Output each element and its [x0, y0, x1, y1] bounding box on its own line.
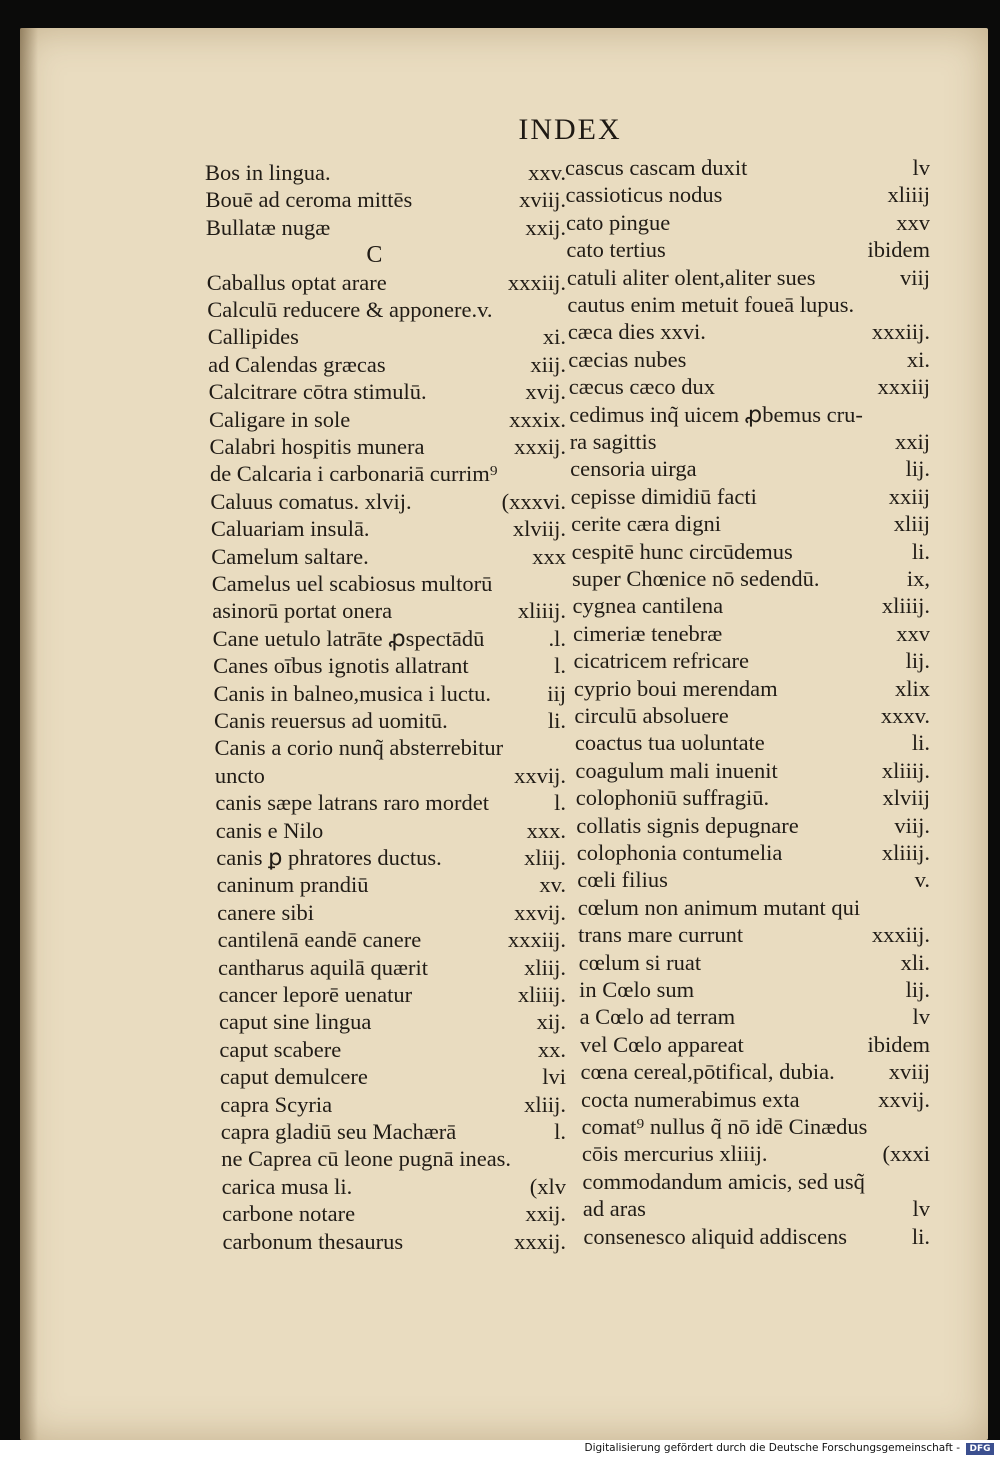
index-term: canere sibi	[217, 899, 314, 925]
index-entry	[215, 790, 566, 818]
index-entry	[205, 187, 566, 215]
index-page-ref: xxxij.	[514, 434, 566, 459]
index-entry	[583, 1196, 930, 1224]
index-page-ref: xliiij.	[517, 982, 566, 1007]
index-page-ref: (xxxi	[882, 1141, 930, 1167]
index-term: Caluus comatus. xlvij.	[210, 488, 412, 514]
index-entry	[573, 621, 930, 649]
index-page-ref: l.	[554, 1119, 566, 1144]
index-term: Camelus uel scabiosus multorū	[211, 571, 493, 596]
index-entry	[582, 1141, 930, 1169]
index-term: cœlum non animum mutant qui	[577, 894, 861, 920]
index-term: Calculū reducere & apponere.v.	[207, 297, 493, 322]
index-entry	[218, 927, 566, 955]
index-page-ref: xi.	[542, 324, 566, 350]
index-page-ref: li.	[911, 730, 930, 756]
index-entry	[210, 434, 567, 462]
index-term: coagulum mali inuenit	[575, 757, 778, 783]
index-term: canis sæpe latrans raro mordet	[215, 790, 490, 816]
index-term: Caballus optat arare	[206, 269, 387, 295]
index-entry	[209, 407, 566, 435]
index-page-ref: xxxiij.	[507, 269, 566, 295]
index-entry	[568, 319, 930, 347]
index-term: comat⁹ nullus q̃ nō idē Cinædus	[581, 1114, 868, 1139]
index-page-ref: xxxiij.	[871, 922, 930, 948]
index-term: C	[366, 242, 383, 269]
index-entry	[220, 1092, 566, 1120]
index-term: cascus cascam duxit	[565, 155, 748, 180]
index-term: cæcus cæco dux	[568, 374, 715, 400]
index-page-ref: xxvij.	[878, 1086, 930, 1112]
index-page-ref: xi.	[906, 346, 930, 372]
index-entry	[568, 347, 930, 375]
index-entry	[219, 982, 567, 1010]
index-term: Callipides	[207, 324, 299, 350]
index-term: consenesco aliquid addiscens	[583, 1223, 847, 1249]
index-page-ref: xliiij.	[881, 757, 930, 783]
index-page-ref: xxxv.	[880, 703, 930, 728]
index-page-ref: xxv	[896, 209, 930, 235]
index-page-ref: ibidem	[867, 237, 930, 263]
index-term: cicatricem refricare	[573, 648, 749, 674]
index-entry	[219, 1037, 566, 1065]
index-page-ref: xx.	[537, 1036, 566, 1062]
index-entry	[215, 763, 566, 791]
index-page-ref: (xxxvi.	[501, 488, 566, 514]
index-page-ref: xxx	[532, 543, 566, 569]
index-entry	[212, 571, 566, 599]
index-page-ref: li.	[911, 538, 930, 564]
index-entry	[576, 785, 930, 813]
index-term: Bouē ad ceroma mittēs	[205, 187, 413, 213]
index-term: cedimus inq̃ uicem ꝓbemus cru-	[569, 401, 863, 427]
index-entry	[576, 813, 930, 841]
index-term: in Cœlo sum	[579, 977, 695, 1002]
index-page-ref: viij	[899, 264, 930, 290]
index-entry	[566, 237, 930, 265]
footer-bar	[0, 1440, 1000, 1459]
index-page-ref: xli.	[900, 949, 930, 975]
index-entry	[581, 1114, 930, 1142]
index-term: cato pingue	[565, 209, 671, 235]
index-term: cato tertius	[566, 237, 666, 263]
index-entry	[579, 977, 930, 1005]
page-title: INDEX	[518, 113, 622, 146]
index-entry	[211, 544, 566, 572]
index-term: cancer leporē uenatur	[218, 982, 413, 1007]
index-term: Canis reuersus ad uomitū.	[214, 708, 448, 733]
index-entry	[206, 215, 566, 243]
index-page-ref: xxxiij.	[871, 319, 930, 345]
index-page-ref: (xlv	[529, 1173, 566, 1199]
index-term: Calabri hospitis munera	[209, 434, 425, 459]
index-entry	[217, 900, 566, 928]
index-page-ref: xliij.	[524, 1091, 566, 1117]
index-page-ref: iij	[547, 680, 566, 706]
index-entry	[566, 210, 930, 238]
index-term: colophonia contumelia	[576, 840, 783, 865]
index-entry	[221, 1119, 566, 1147]
index-term: Caluariam insulā.	[210, 516, 370, 542]
index-term: Bullatæ nugæ	[205, 214, 331, 240]
index-term: asinorū portat onera	[212, 598, 393, 624]
index-page-ref: xvij.	[525, 379, 566, 405]
index-page-ref: xxxiij.	[507, 927, 566, 953]
index-entry	[221, 1146, 566, 1174]
index-page-ref: xxiij	[888, 483, 930, 509]
index-page-ref: xxv.	[528, 160, 566, 185]
index-entry	[214, 735, 566, 763]
index-entry	[573, 648, 930, 676]
index-term: caput scabere	[219, 1036, 342, 1062]
index-entry	[572, 539, 930, 567]
index-entry	[223, 1229, 566, 1257]
index-term: Caligare in sole	[209, 406, 351, 432]
index-entry	[205, 160, 566, 188]
index-entry	[569, 402, 930, 430]
index-term: cassioticus nodus	[565, 182, 723, 208]
index-page-ref: xliiij	[887, 182, 930, 208]
index-entry	[567, 265, 930, 293]
index-entry	[216, 845, 566, 873]
index-term: ne Caprea cū leone pugnā ineas.	[221, 1146, 512, 1172]
index-entry	[580, 1032, 930, 1060]
index-term: cyprio boui merendam	[573, 675, 778, 701]
index-page-ref: lij.	[905, 977, 930, 1002]
index-page-ref: lv	[912, 1004, 930, 1030]
index-term: caput sine lingua	[218, 1009, 372, 1035]
index-term: catuli aliter olent,aliter sues	[566, 264, 816, 290]
index-entry	[577, 840, 930, 868]
index-page-ref: xxij	[894, 429, 930, 454]
index-entry	[207, 297, 566, 325]
index-entry	[567, 292, 930, 320]
index-entry	[212, 598, 566, 626]
index-page-ref: xxxiij	[877, 374, 930, 400]
index-page-ref: xviij.	[519, 187, 566, 213]
index-term: ra sagittis	[569, 429, 657, 454]
index-term: caninum prandiū	[216, 872, 369, 898]
index-page-ref: viij.	[894, 812, 930, 838]
index-term: cimeriæ tenebræ	[572, 620, 723, 646]
index-term: cerite cæra digni	[571, 511, 722, 537]
index-term: caput demulcere	[219, 1064, 368, 1090]
index-entry	[581, 1059, 930, 1087]
index-term: cœli filius	[577, 867, 668, 893]
index-entry	[583, 1224, 930, 1252]
index-term: carbonum thesaurus	[222, 1228, 404, 1254]
index-term: cocta numerabimus exta	[580, 1086, 800, 1112]
index-term: censoria uirga	[570, 456, 697, 482]
index-term: Cane uetulo latrāte ꝓspectādū	[212, 625, 485, 651]
index-page-ref: xlviij.	[512, 516, 566, 542]
index-page-ref: ix,	[906, 566, 930, 591]
index-page-ref: xliij.	[524, 845, 566, 870]
index-entry	[216, 818, 566, 846]
index-term: carbone notare	[222, 1201, 356, 1227]
index-entry	[570, 429, 930, 457]
index-entry	[569, 374, 930, 402]
index-term: vel Cœlo appareat	[580, 1031, 744, 1057]
index-term: circulū absoluere	[574, 703, 729, 728]
index-page-ref: xliij	[893, 511, 930, 537]
index-term: ad Calendas græcas	[208, 351, 386, 377]
index-term: cygnea cantilena	[572, 593, 724, 619]
index-entry	[574, 703, 930, 731]
index-page-ref: xiij.	[530, 351, 566, 377]
index-page-ref: xliiij.	[881, 840, 930, 865]
index-entry	[211, 516, 566, 544]
index-term: super Chœnice nō sedendū.	[572, 566, 820, 591]
index-page-ref: xliij.	[524, 954, 566, 980]
index-page-ref: lv	[912, 1196, 930, 1222]
index-entry	[214, 681, 566, 709]
index-term: trans mare currunt	[578, 922, 744, 948]
index-term: canis e Nilo	[215, 817, 324, 843]
index-page-ref: l.	[554, 790, 566, 816]
index-term: Canis a corio nunq̃ absterrebitur	[214, 735, 504, 761]
index-entry	[579, 950, 930, 978]
index-entry	[565, 182, 930, 210]
index-entry	[580, 1004, 930, 1032]
index-entry	[578, 895, 930, 923]
index-entry	[213, 653, 566, 681]
index-term: Canes oībus ignotis allatrant	[213, 653, 469, 679]
index-entry	[575, 730, 930, 758]
index-term: commodandum amicis, sed usq̃	[582, 1168, 865, 1194]
index-term: Bos in lingua.	[205, 160, 331, 185]
index-term: uncto	[214, 762, 265, 788]
index-page-ref: .l.	[548, 625, 566, 651]
index-page-ref: xlviij	[882, 785, 930, 811]
index-entry	[210, 489, 566, 517]
index-page-ref: xxij.	[525, 1201, 566, 1227]
index-page-ref: xliiij.	[881, 593, 930, 619]
index-term: cantilenā eandē canere	[217, 927, 422, 953]
index-page-ref: v.	[914, 867, 930, 893]
index-entry	[218, 955, 566, 983]
index-entry	[578, 922, 930, 950]
index-entry	[575, 758, 930, 786]
index-entry	[577, 867, 930, 895]
index-entry	[206, 242, 566, 270]
index-entry	[219, 1009, 566, 1037]
index-page-ref: xxvij.	[514, 762, 566, 788]
index-term: coactus tua uoluntate	[574, 730, 765, 756]
index-term: Canis in balneo,musica i luctu.	[213, 680, 491, 706]
index-entry	[571, 484, 930, 512]
index-page-ref: lv	[912, 155, 930, 180]
index-entry	[222, 1201, 566, 1229]
index-term: cœlum si ruat	[578, 949, 702, 975]
index-page-ref: xxxix.	[509, 406, 566, 432]
index-term: Camelum saltare.	[211, 543, 369, 569]
index-page-ref: xlix	[894, 675, 930, 701]
index-term: canis ꝑ phratores ductus.	[216, 845, 442, 870]
index-term: capra Scyria	[220, 1091, 333, 1117]
index-term: cautus enim metuit foueā lupus.	[567, 292, 855, 317]
index-entry	[208, 352, 566, 380]
index-page-ref: ibidem	[867, 1031, 930, 1057]
dfg-logo: DFG	[966, 1443, 994, 1455]
footer-credit: Digitalisierung gefördert durch die Deutsche Forschungsgemeinschaft -	[584, 1442, 960, 1454]
index-page-ref: xxvij.	[514, 899, 566, 925]
index-term: collatis signis depugnare	[576, 812, 799, 838]
index-term: cantharus aquilā quærit	[218, 954, 428, 980]
index-page-ref: xxxij.	[514, 1228, 566, 1254]
index-page-ref: xxij.	[525, 214, 566, 240]
index-entry	[222, 1174, 566, 1202]
index-term: de Calcaria i carbonariā currim⁹	[209, 461, 498, 487]
index-page-ref: li.	[911, 1223, 930, 1249]
index-page-ref: xliiij.	[517, 598, 566, 624]
index-page-ref: xij.	[536, 1009, 566, 1035]
index-term: cespitē hunc circūdemus	[571, 538, 793, 564]
index-entry	[582, 1169, 930, 1197]
index-term: ad aras	[582, 1196, 646, 1222]
index-entry	[207, 270, 566, 298]
index-entry	[214, 708, 566, 736]
index-term: cœna cereal,pōtifical, dubia.	[580, 1059, 835, 1085]
index-page-ref: xxv	[896, 620, 930, 646]
index-entry	[565, 155, 930, 183]
index-term: capra gladiū seu Machærā	[220, 1119, 457, 1144]
index-term: carica musa li.	[221, 1173, 353, 1199]
index-entry	[209, 379, 566, 407]
index-term: cepisse dimidiū facti	[570, 483, 757, 509]
index-entry	[572, 566, 930, 594]
index-term: cæcias nubes	[568, 346, 687, 372]
index-term: cæca dies xxvi.	[567, 319, 706, 345]
index-entry	[573, 593, 930, 621]
index-entry	[220, 1064, 566, 1092]
index-page-ref: lij.	[905, 648, 930, 674]
index-entry	[213, 626, 566, 654]
index-page-ref: l.	[554, 653, 566, 679]
index-term: a Cœlo ad terram	[579, 1004, 736, 1030]
index-entry	[570, 456, 930, 484]
index-entry	[208, 324, 566, 352]
index-entry	[571, 511, 930, 539]
index-entry	[217, 872, 566, 900]
index-page-ref: xxx.	[526, 817, 566, 843]
index-page-ref: xv.	[539, 872, 566, 898]
index-page-ref: li.	[547, 708, 566, 733]
index-term: cōis mercurius xliiij.	[581, 1141, 768, 1167]
index-entry	[210, 461, 566, 489]
index-page-ref: xviij	[888, 1059, 930, 1085]
index-page-ref: lvi	[542, 1064, 566, 1090]
index-entry	[574, 676, 930, 704]
index-term: colophoniū suffragiū.	[575, 785, 770, 811]
index-entry	[581, 1087, 930, 1115]
index-term: Calcitrare cōtra stimulū.	[208, 379, 427, 405]
index-page-ref: lij.	[905, 456, 930, 482]
